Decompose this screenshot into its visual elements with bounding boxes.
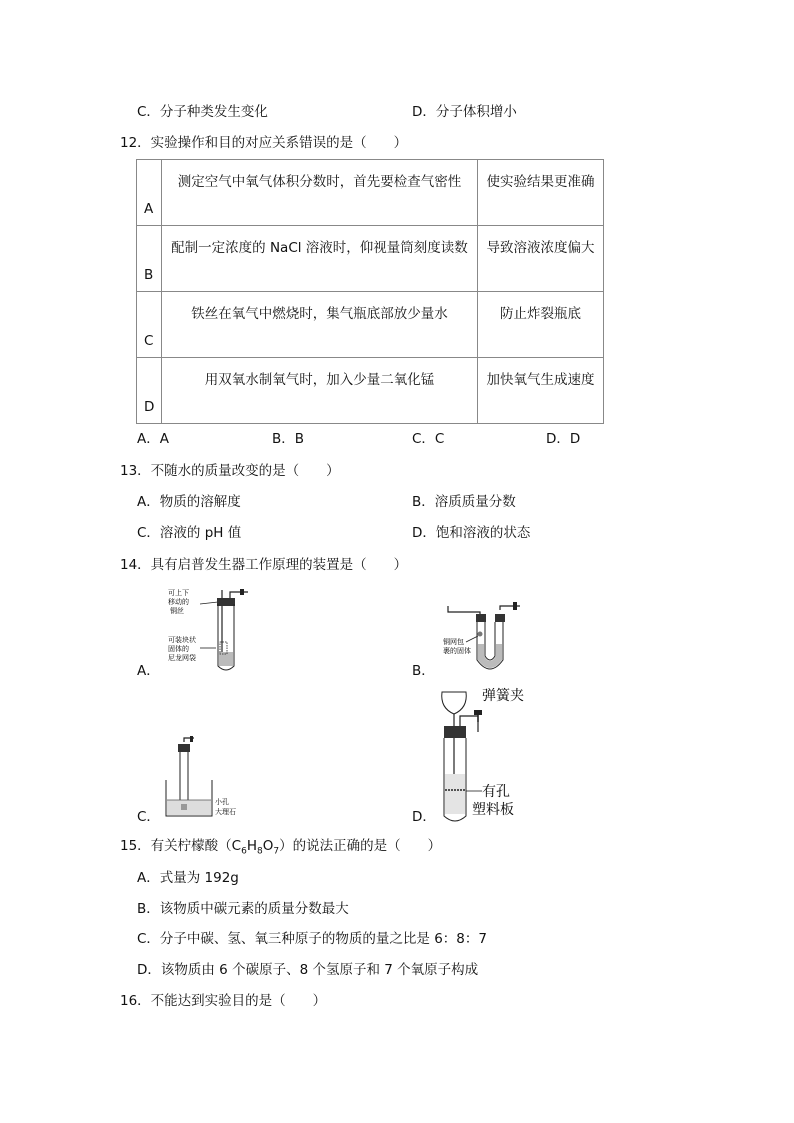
apparatus-c-figure <box>160 736 260 818</box>
fig-c-label: 大理石 <box>215 808 236 816</box>
row-label: D <box>137 358 162 424</box>
purpose-cell: 使实验结果更准确 <box>478 160 604 226</box>
apparatus-b-figure <box>440 600 540 680</box>
q15-option-a: A．式量为 192g <box>137 870 239 886</box>
purpose-cell: 加快氧气生成速度 <box>478 358 604 424</box>
table-row <box>137 358 604 424</box>
q14-option-c: C． <box>137 809 160 825</box>
q15-option-c: C．分子中碳、氢、氧三种原子的物质的量之比是 6：8：7 <box>137 931 487 947</box>
apparatus-d-figure <box>430 686 550 826</box>
q14-option-d: D． <box>412 809 436 825</box>
fig-a-label: 固体的 <box>168 645 189 653</box>
q11-option-c: C．分子种类发生变化 <box>137 104 268 120</box>
q16-stem: 16．不能达到实验目的是（ ） <box>120 993 327 1009</box>
fig-d-label: 有孔 <box>482 784 510 800</box>
q14-option-b: B． <box>412 663 435 679</box>
fig-d-label: 塑料板 <box>472 802 514 818</box>
q13-option-b: B．溶质质量分数 <box>412 494 516 510</box>
q14-option-a: A． <box>137 663 160 679</box>
q13-option-a: A．物质的溶解度 <box>137 494 241 510</box>
purpose-cell: 防止炸裂瓶底 <box>478 292 604 358</box>
fig-a-label: 可上下 <box>168 589 189 597</box>
fig-a-label: 可装块状 <box>168 636 196 644</box>
fig-a-label: 移动的 <box>168 598 189 606</box>
q12-option-c: C．C <box>412 431 445 447</box>
q15-option-d: D．该物质由 6 个碳原子、8 个氢原子和 7 个氧原子构成 <box>137 962 479 978</box>
fig-b-label: 裹的固体 <box>443 647 471 655</box>
q12-option-b: B．B <box>272 431 305 447</box>
q11-option-d: D．分子体积增小 <box>412 104 517 120</box>
q15-stem: 15．有关柠檬酸$(C_6H_8O_7)$的说法正确的是（ ） <box>120 838 442 857</box>
q12-stem: 12．实验操作和目的对应关系错误的是（ ） <box>120 135 408 151</box>
fig-a-label: 铜丝 <box>170 607 184 615</box>
operation-cell: 用双氧水制氧气时，加入少量二氧化锰 <box>162 358 478 424</box>
q13-option-c: C．溶液的 pH 值 <box>137 525 242 541</box>
table-row <box>137 292 604 358</box>
operation-cell: 铁丝在氧气中燃烧时，集气瓶底部放少量水 <box>162 292 478 358</box>
row-label: C <box>137 292 162 358</box>
table-row <box>137 160 604 226</box>
q15-option-b: B．该物质中碳元素的质量分数最大 <box>137 901 349 917</box>
q12-table <box>136 159 604 424</box>
q13-stem: 13．不随水的质量改变的是（ ） <box>120 463 340 479</box>
purpose-cell: 导致溶液浓度偏大 <box>478 226 604 292</box>
fig-d-label: 弹簧夹 <box>482 688 524 704</box>
fig-c-label: 小孔 <box>215 798 229 806</box>
q12-option-d: D．D <box>546 431 581 447</box>
q12-option-a: A．A <box>137 431 169 447</box>
operation-cell: 配制一定浓度的 NaCl 溶液时，仰视量筒刻度读数 <box>162 226 478 292</box>
row-label: B <box>137 226 162 292</box>
table-row <box>137 226 604 292</box>
row-label: A <box>137 160 162 226</box>
fig-b-label: 铜网包 <box>443 638 464 646</box>
fig-a-label: 尼龙网袋 <box>168 654 196 662</box>
operation-cell: 测定空气中氧气体积分数时，首先要检查气密性 <box>162 160 478 226</box>
q13-option-d: D．饱和溶液的状态 <box>412 525 531 541</box>
q14-stem: 14．具有启普发生器工作原理的装置是（ ） <box>120 557 408 573</box>
apparatus-a-figure <box>160 586 270 676</box>
